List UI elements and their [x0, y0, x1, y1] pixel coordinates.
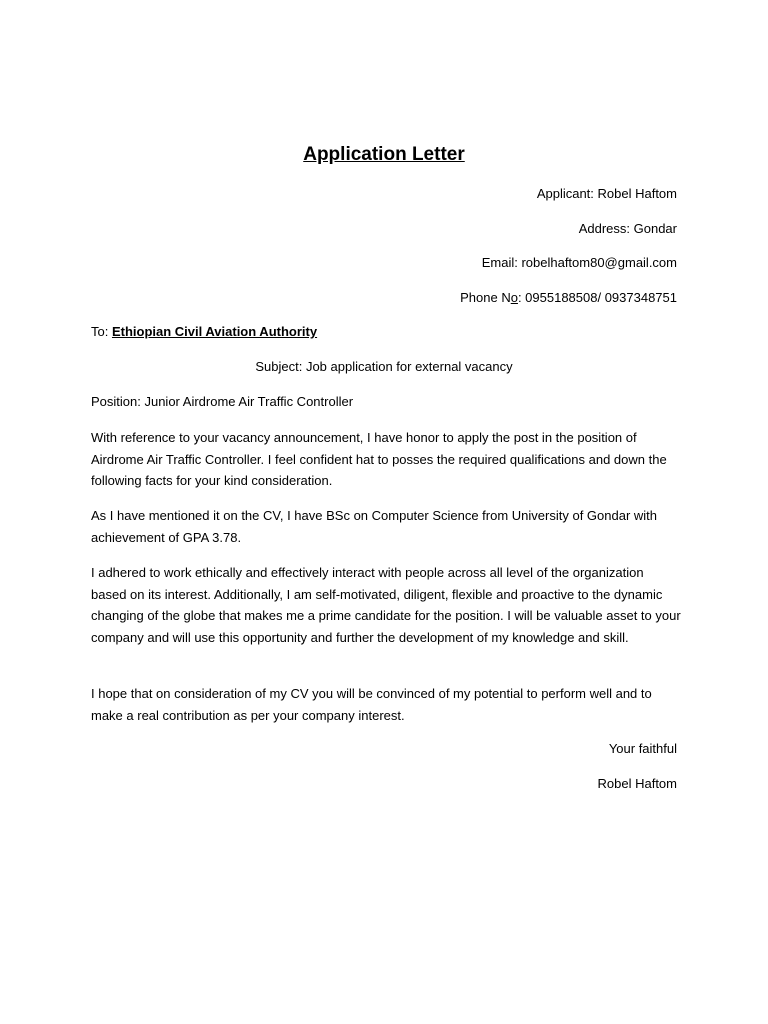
applicant-line: Applicant: Robel Haftom [536, 186, 677, 201]
body-paragraph-4: I hope that on consideration of my CV you will be convinced of my potential to perform well and to make a real contribution as per your company interest. [91, 686, 652, 723]
letter-title: Application Letter [303, 144, 465, 165]
phone-line [460, 290, 677, 306]
signature-line: Robel Haftom [597, 776, 677, 791]
recipient-org: Ethiopian Civil Aviation Authority [111, 324, 318, 339]
position-line: Position: Junior Airdrome Air Traffic Controller [91, 394, 354, 409]
body-paragraph-3: I adhered to work ethically and effectively interact with people across all level of the organization based on its interest. Additionally, I am self-motivated, diligent, flexible and proactive to the dynamic changing of the globe that makes me a prime candidate for the position. I will be valuable asset to your company and will use this opportunity and further the development of my knowledge and skill. [91, 565, 681, 646]
address-line: Address: Gondar [578, 221, 677, 236]
subject-line: Subject: Job application for external vacancy [255, 359, 513, 374]
phone-label-prefix: Phone N [460, 290, 511, 305]
phone-value: : 0955188508/ 0937348751 [517, 290, 677, 305]
closing-line: Your faithful [608, 741, 677, 756]
body-paragraph-2: As I have mentioned it on the CV, I have BSc on Computer Science from University of Gondar with achievement of GPA 3.78. [91, 508, 658, 545]
body-paragraph-1: With reference to your vacancy announcement, I have honor to apply the post in the position of Airdrome Air Traffic Controller. I feel confident hat to posses the required qualifications and down the following facts for your kind consideration. [91, 430, 667, 489]
recipient-line [91, 324, 317, 340]
to-label: To: [91, 324, 112, 339]
phone-label-o: o [510, 290, 518, 305]
email-line: Email: robelhaftom80@gmail.com [481, 255, 677, 270]
